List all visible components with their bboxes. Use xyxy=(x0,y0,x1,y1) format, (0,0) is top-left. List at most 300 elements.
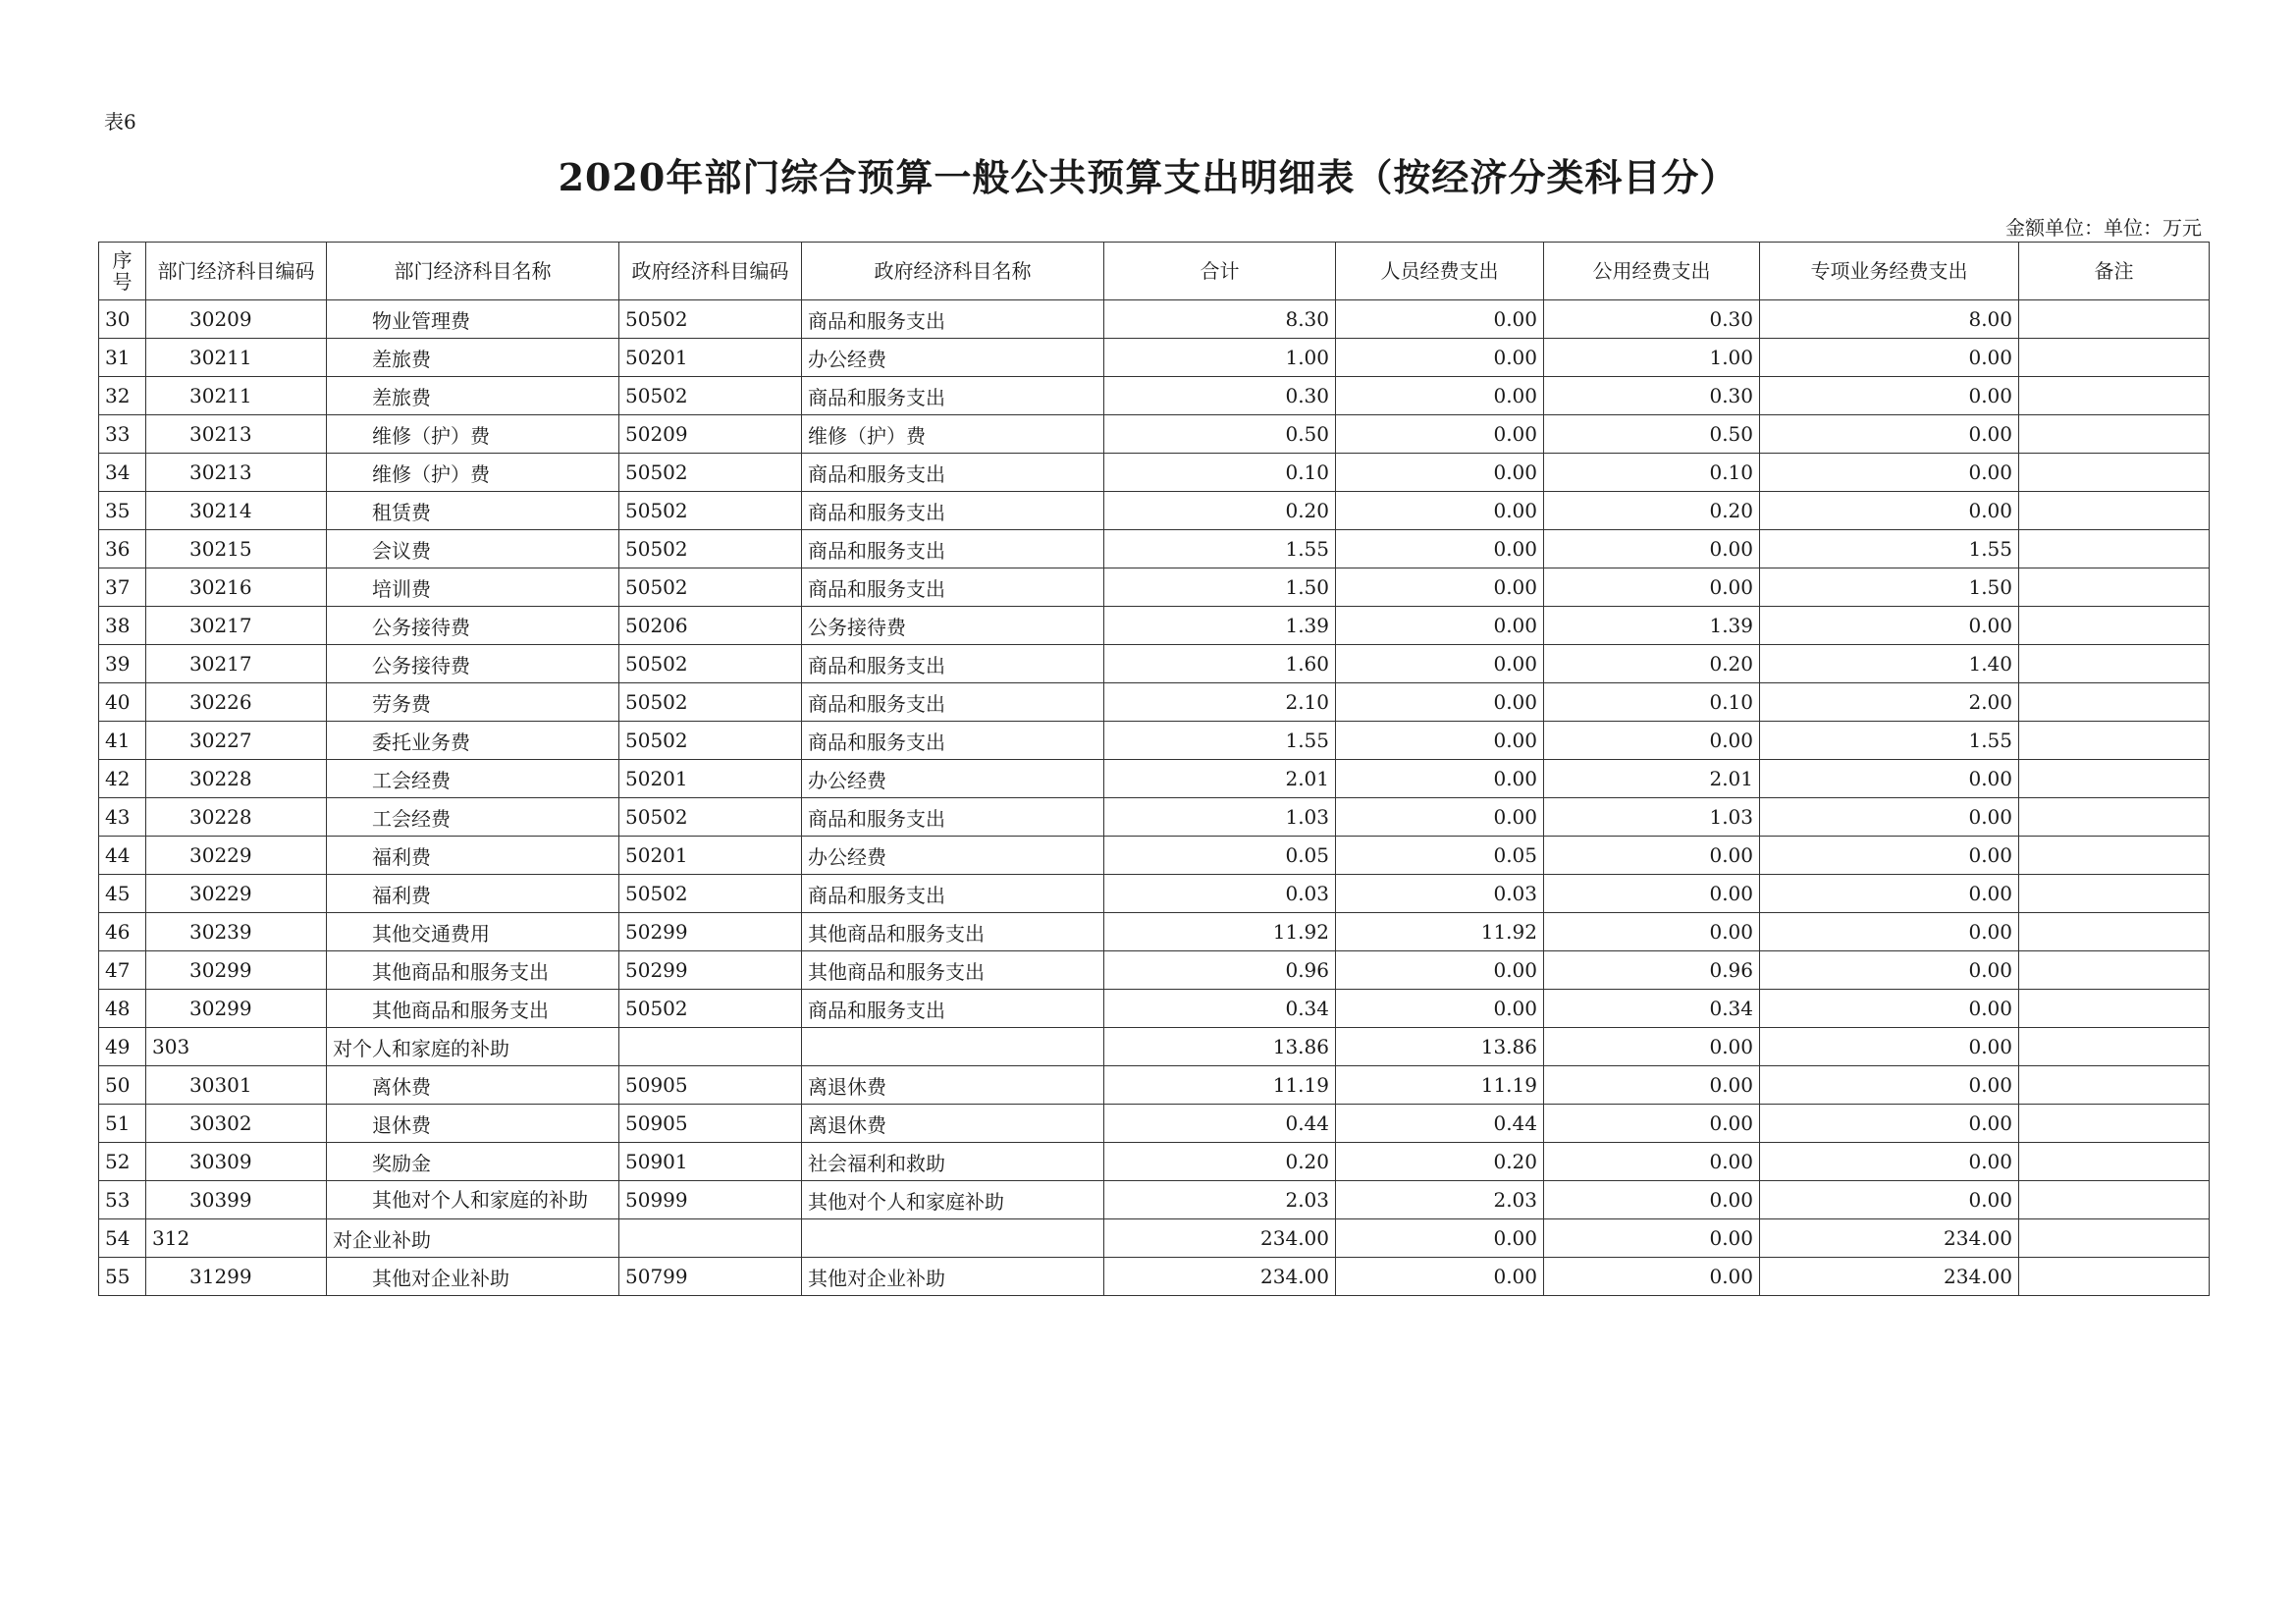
dept-name-cell: 物业管理费 xyxy=(327,300,619,339)
dept-code-cell: 30215 xyxy=(146,530,327,568)
special-amount-cell: 0.00 xyxy=(1760,798,2019,837)
note-cell xyxy=(2019,951,2210,990)
table-row xyxy=(99,415,2210,454)
table-row xyxy=(99,683,2210,722)
personnel-amount-cell: 0.00 xyxy=(1336,760,1544,798)
gov-code-cell xyxy=(619,1028,802,1066)
gov-code-cell: 50502 xyxy=(619,683,802,722)
note-cell xyxy=(2019,377,2210,415)
dept-name-cell: 对个人和家庭的补助 xyxy=(327,1028,619,1066)
row-index-cell: 55 xyxy=(99,1258,146,1296)
col-header-special: 专项业务经费支出 xyxy=(1760,243,2019,300)
gov-name-cell: 公务接待费 xyxy=(802,607,1104,645)
special-amount-cell: 0.00 xyxy=(1760,1181,2019,1219)
dept-code-cell: 312 xyxy=(146,1219,327,1258)
gov-code-cell: 50502 xyxy=(619,300,802,339)
gov-name-cell: 商品和服务支出 xyxy=(802,530,1104,568)
gov-name-cell: 商品和服务支出 xyxy=(802,568,1104,607)
gov-code-cell: 50502 xyxy=(619,377,802,415)
table-row xyxy=(99,951,2210,990)
special-amount-cell: 0.00 xyxy=(1760,415,2019,454)
special-amount-cell: 0.00 xyxy=(1760,913,2019,951)
personnel-amount-cell: 0.05 xyxy=(1336,837,1544,875)
dept-code-cell: 303 xyxy=(146,1028,327,1066)
note-cell xyxy=(2019,339,2210,377)
dept-code-cell: 30213 xyxy=(146,415,327,454)
gov-code-cell: 50799 xyxy=(619,1258,802,1296)
personnel-amount-cell: 0.00 xyxy=(1336,645,1544,683)
total-amount-cell: 1.55 xyxy=(1104,530,1336,568)
col-header-gov-code: 政府经济科目编码 xyxy=(619,243,802,300)
personnel-amount-cell: 0.00 xyxy=(1336,1258,1544,1296)
public-amount-cell: 0.20 xyxy=(1544,645,1760,683)
table-row xyxy=(99,1028,2210,1066)
page-title: 2020年部门综合预算一般公共预算支出明细表（按经济分类科目分） xyxy=(558,155,1738,199)
row-index-cell: 50 xyxy=(99,1066,146,1105)
dept-name-cell: 工会经费 xyxy=(327,798,619,837)
public-amount-cell: 2.01 xyxy=(1544,760,1760,798)
personnel-amount-cell: 0.00 xyxy=(1336,607,1544,645)
note-cell xyxy=(2019,1028,2210,1066)
table-row xyxy=(99,913,2210,951)
table-row xyxy=(99,1143,2210,1181)
gov-code-cell: 50209 xyxy=(619,415,802,454)
total-amount-cell: 1.03 xyxy=(1104,798,1336,837)
gov-name-cell: 商品和服务支出 xyxy=(802,454,1104,492)
dept-code-cell: 30211 xyxy=(146,339,327,377)
total-amount-cell: 11.92 xyxy=(1104,913,1336,951)
dept-name-cell: 维修（护）费 xyxy=(327,415,619,454)
note-cell xyxy=(2019,1105,2210,1143)
special-amount-cell: 0.00 xyxy=(1760,837,2019,875)
gov-name-cell: 办公经费 xyxy=(802,760,1104,798)
total-amount-cell: 2.03 xyxy=(1104,1181,1336,1219)
public-amount-cell: 0.00 xyxy=(1544,1258,1760,1296)
personnel-amount-cell: 0.00 xyxy=(1336,339,1544,377)
dept-code-cell: 30399 xyxy=(146,1181,327,1219)
dept-code-cell: 30227 xyxy=(146,722,327,760)
table-row xyxy=(99,377,2210,415)
row-index-cell: 34 xyxy=(99,454,146,492)
dept-name-cell: 离休费 xyxy=(327,1066,619,1105)
gov-code-cell: 50206 xyxy=(619,607,802,645)
personnel-amount-cell: 11.19 xyxy=(1336,1066,1544,1105)
gov-name-cell xyxy=(802,1219,1104,1258)
special-amount-cell: 1.50 xyxy=(1760,568,2019,607)
col-header-dept-name: 部门经济科目名称 xyxy=(327,243,619,300)
gov-code-cell: 50502 xyxy=(619,875,802,913)
total-amount-cell: 13.86 xyxy=(1104,1028,1336,1066)
dept-code-cell: 30299 xyxy=(146,951,327,990)
public-amount-cell: 1.39 xyxy=(1544,607,1760,645)
dept-name-cell: 对企业补助 xyxy=(327,1219,619,1258)
gov-code-cell xyxy=(619,1219,802,1258)
dept-name-cell: 租赁费 xyxy=(327,492,619,530)
public-amount-cell: 0.20 xyxy=(1544,492,1760,530)
personnel-amount-cell: 0.00 xyxy=(1336,415,1544,454)
total-amount-cell: 2.10 xyxy=(1104,683,1336,722)
note-cell xyxy=(2019,1219,2210,1258)
special-amount-cell: 1.40 xyxy=(1760,645,2019,683)
dept-code-cell: 31299 xyxy=(146,1258,327,1296)
note-cell xyxy=(2019,875,2210,913)
row-index-cell: 37 xyxy=(99,568,146,607)
gov-code-cell: 50502 xyxy=(619,530,802,568)
col-header-dept-code: 部门经济科目编码 xyxy=(146,243,327,300)
dept-name-cell: 其他商品和服务支出 xyxy=(327,951,619,990)
table-row xyxy=(99,1105,2210,1143)
personnel-amount-cell: 0.20 xyxy=(1336,1143,1544,1181)
gov-name-cell: 办公经费 xyxy=(802,339,1104,377)
special-amount-cell: 0.00 xyxy=(1760,951,2019,990)
total-amount-cell: 234.00 xyxy=(1104,1219,1336,1258)
public-amount-cell: 0.00 xyxy=(1544,875,1760,913)
total-amount-cell: 0.05 xyxy=(1104,837,1336,875)
row-index-cell: 47 xyxy=(99,951,146,990)
special-amount-cell: 2.00 xyxy=(1760,683,2019,722)
note-cell xyxy=(2019,530,2210,568)
gov-code-cell: 50502 xyxy=(619,990,802,1028)
public-amount-cell: 0.00 xyxy=(1544,1219,1760,1258)
note-cell xyxy=(2019,722,2210,760)
table-row xyxy=(99,454,2210,492)
dept-name-cell: 公务接待费 xyxy=(327,607,619,645)
dept-code-cell: 30228 xyxy=(146,760,327,798)
dept-name-cell: 福利费 xyxy=(327,875,619,913)
gov-name-cell: 商品和服务支出 xyxy=(802,875,1104,913)
note-cell xyxy=(2019,1143,2210,1181)
gov-name-cell: 商品和服务支出 xyxy=(802,990,1104,1028)
table-row xyxy=(99,339,2210,377)
col-header-total: 合计 xyxy=(1104,243,1336,300)
dept-name-cell: 公务接待费 xyxy=(327,645,619,683)
total-amount-cell: 0.20 xyxy=(1104,1143,1336,1181)
gov-code-cell: 50299 xyxy=(619,951,802,990)
personnel-amount-cell: 0.00 xyxy=(1336,1219,1544,1258)
dept-name-cell: 委托业务费 xyxy=(327,722,619,760)
special-amount-cell: 0.00 xyxy=(1760,377,2019,415)
personnel-amount-cell: 0.00 xyxy=(1336,454,1544,492)
dept-code-cell: 30211 xyxy=(146,377,327,415)
special-amount-cell: 0.00 xyxy=(1760,1105,2019,1143)
gov-name-cell: 其他对个人和家庭补助 xyxy=(802,1181,1104,1219)
gov-code-cell: 50905 xyxy=(619,1105,802,1143)
gov-code-cell: 50502 xyxy=(619,492,802,530)
dept-code-cell: 30229 xyxy=(146,875,327,913)
total-amount-cell: 1.00 xyxy=(1104,339,1336,377)
row-index-cell: 51 xyxy=(99,1105,146,1143)
special-amount-cell: 0.00 xyxy=(1760,607,2019,645)
gov-name-cell: 其他商品和服务支出 xyxy=(802,951,1104,990)
dept-name-cell: 其他对企业补助 xyxy=(327,1258,619,1296)
gov-code-cell: 50502 xyxy=(619,568,802,607)
col-header-note: 备注 xyxy=(2019,243,2210,300)
expenditure-table xyxy=(98,242,2210,1296)
personnel-amount-cell: 0.00 xyxy=(1336,683,1544,722)
dept-name-cell: 退休费 xyxy=(327,1105,619,1143)
note-cell xyxy=(2019,645,2210,683)
personnel-amount-cell: 0.00 xyxy=(1336,377,1544,415)
special-amount-cell: 0.00 xyxy=(1760,1143,2019,1181)
personnel-amount-cell: 2.03 xyxy=(1336,1181,1544,1219)
total-amount-cell: 8.30 xyxy=(1104,300,1336,339)
gov-code-cell: 50502 xyxy=(619,798,802,837)
gov-name-cell: 商品和服务支出 xyxy=(802,377,1104,415)
note-cell xyxy=(2019,990,2210,1028)
special-amount-cell: 234.00 xyxy=(1760,1219,2019,1258)
note-cell xyxy=(2019,913,2210,951)
gov-name-cell: 社会福利和救助 xyxy=(802,1143,1104,1181)
public-amount-cell: 0.10 xyxy=(1544,683,1760,722)
gov-code-cell: 50201 xyxy=(619,760,802,798)
personnel-amount-cell: 0.03 xyxy=(1336,875,1544,913)
gov-code-cell: 50999 xyxy=(619,1181,802,1219)
gov-name-cell: 离退休费 xyxy=(802,1066,1104,1105)
total-amount-cell: 0.34 xyxy=(1104,990,1336,1028)
gov-name-cell: 维修（护）费 xyxy=(802,415,1104,454)
personnel-amount-cell: 11.92 xyxy=(1336,913,1544,951)
row-index-cell: 54 xyxy=(99,1219,146,1258)
row-index-cell: 41 xyxy=(99,722,146,760)
table-row xyxy=(99,1181,2210,1219)
col-header-personnel: 人员经费支出 xyxy=(1336,243,1544,300)
total-amount-cell: 0.50 xyxy=(1104,415,1336,454)
row-index-cell: 52 xyxy=(99,1143,146,1181)
dept-name-cell: 会议费 xyxy=(327,530,619,568)
row-index-cell: 36 xyxy=(99,530,146,568)
special-amount-cell: 0.00 xyxy=(1760,1066,2019,1105)
dept-name-cell: 其他交通费用 xyxy=(327,913,619,951)
gov-code-cell: 50502 xyxy=(619,454,802,492)
total-amount-cell: 1.39 xyxy=(1104,607,1336,645)
row-index-cell: 31 xyxy=(99,339,146,377)
total-amount-cell: 1.60 xyxy=(1104,645,1336,683)
total-amount-cell: 0.03 xyxy=(1104,875,1336,913)
dept-name-cell: 工会经费 xyxy=(327,760,619,798)
personnel-amount-cell: 0.00 xyxy=(1336,530,1544,568)
gov-name-cell: 离退休费 xyxy=(802,1105,1104,1143)
dept-code-cell: 30213 xyxy=(146,454,327,492)
table-row xyxy=(99,760,2210,798)
special-amount-cell: 0.00 xyxy=(1760,875,2019,913)
note-cell xyxy=(2019,837,2210,875)
gov-name-cell xyxy=(802,1028,1104,1066)
special-amount-cell: 1.55 xyxy=(1760,722,2019,760)
special-amount-cell: 8.00 xyxy=(1760,300,2019,339)
gov-code-cell: 50299 xyxy=(619,913,802,951)
dept-name-cell: 劳务费 xyxy=(327,683,619,722)
public-amount-cell: 0.30 xyxy=(1544,300,1760,339)
amount-unit: 金额单位：单位：万元 xyxy=(2005,216,2202,240)
dept-code-cell: 30239 xyxy=(146,913,327,951)
gov-name-cell: 商品和服务支出 xyxy=(802,300,1104,339)
special-amount-cell: 0.00 xyxy=(1760,339,2019,377)
special-amount-cell: 0.00 xyxy=(1760,492,2019,530)
gov-code-cell: 50901 xyxy=(619,1143,802,1181)
table-row xyxy=(99,300,2210,339)
public-amount-cell: 0.00 xyxy=(1544,837,1760,875)
public-amount-cell: 0.00 xyxy=(1544,1105,1760,1143)
gov-name-cell: 其他商品和服务支出 xyxy=(802,913,1104,951)
special-amount-cell: 0.00 xyxy=(1760,990,2019,1028)
total-amount-cell: 0.96 xyxy=(1104,951,1336,990)
total-amount-cell: 1.50 xyxy=(1104,568,1336,607)
table-row xyxy=(99,492,2210,530)
table-row xyxy=(99,1258,2210,1296)
col-header-gov-name: 政府经济科目名称 xyxy=(802,243,1104,300)
total-amount-cell: 0.10 xyxy=(1104,454,1336,492)
table-row xyxy=(99,1219,2210,1258)
personnel-amount-cell: 0.44 xyxy=(1336,1105,1544,1143)
total-amount-cell: 2.01 xyxy=(1104,760,1336,798)
note-cell xyxy=(2019,300,2210,339)
dept-name-cell: 其他商品和服务支出 xyxy=(327,990,619,1028)
gov-code-cell: 50502 xyxy=(619,722,802,760)
table-row xyxy=(99,568,2210,607)
gov-code-cell: 50905 xyxy=(619,1066,802,1105)
total-amount-cell: 234.00 xyxy=(1104,1258,1336,1296)
dept-code-cell: 30214 xyxy=(146,492,327,530)
row-index-cell: 49 xyxy=(99,1028,146,1066)
public-amount-cell: 1.03 xyxy=(1544,798,1760,837)
table-row xyxy=(99,990,2210,1028)
note-cell xyxy=(2019,492,2210,530)
gov-name-cell: 其他对企业补助 xyxy=(802,1258,1104,1296)
public-amount-cell: 0.00 xyxy=(1544,1181,1760,1219)
total-amount-cell: 0.44 xyxy=(1104,1105,1336,1143)
note-cell xyxy=(2019,1258,2210,1296)
special-amount-cell: 0.00 xyxy=(1760,760,2019,798)
personnel-amount-cell: 0.00 xyxy=(1336,951,1544,990)
dept-name-cell: 其他对个人和家庭的补助 xyxy=(327,1181,619,1219)
table-row xyxy=(99,722,2210,760)
dept-code-cell: 30228 xyxy=(146,798,327,837)
personnel-amount-cell: 0.00 xyxy=(1336,492,1544,530)
row-index-cell: 43 xyxy=(99,798,146,837)
gov-name-cell: 商品和服务支出 xyxy=(802,722,1104,760)
personnel-amount-cell: 13.86 xyxy=(1336,1028,1544,1066)
note-cell xyxy=(2019,1181,2210,1219)
public-amount-cell: 0.00 xyxy=(1544,722,1760,760)
note-cell xyxy=(2019,1066,2210,1105)
col-header-index: 序号 xyxy=(99,243,146,300)
public-amount-cell: 0.00 xyxy=(1544,1143,1760,1181)
dept-name-cell: 奖励金 xyxy=(327,1143,619,1181)
dept-code-cell: 30299 xyxy=(146,990,327,1028)
gov-code-cell: 50201 xyxy=(619,837,802,875)
dept-code-cell: 30217 xyxy=(146,607,327,645)
special-amount-cell: 0.00 xyxy=(1760,454,2019,492)
dept-code-cell: 30209 xyxy=(146,300,327,339)
public-amount-cell: 0.34 xyxy=(1544,990,1760,1028)
table-row xyxy=(99,530,2210,568)
dept-name-cell: 福利费 xyxy=(327,837,619,875)
public-amount-cell: 0.96 xyxy=(1544,951,1760,990)
public-amount-cell: 0.00 xyxy=(1544,1028,1760,1066)
note-cell xyxy=(2019,568,2210,607)
dept-name-cell: 差旅费 xyxy=(327,377,619,415)
note-cell xyxy=(2019,760,2210,798)
public-amount-cell: 1.00 xyxy=(1544,339,1760,377)
special-amount-cell: 1.55 xyxy=(1760,530,2019,568)
table-row xyxy=(99,798,2210,837)
gov-name-cell: 办公经费 xyxy=(802,837,1104,875)
special-amount-cell: 0.00 xyxy=(1760,1028,2019,1066)
table-header-row xyxy=(99,243,2210,300)
note-cell xyxy=(2019,683,2210,722)
row-index-cell: 53 xyxy=(99,1181,146,1219)
row-index-cell: 30 xyxy=(99,300,146,339)
gov-name-cell: 商品和服务支出 xyxy=(802,798,1104,837)
total-amount-cell: 0.20 xyxy=(1104,492,1336,530)
row-index-cell: 32 xyxy=(99,377,146,415)
dept-code-cell: 30301 xyxy=(146,1066,327,1105)
row-index-cell: 44 xyxy=(99,837,146,875)
public-amount-cell: 0.00 xyxy=(1544,568,1760,607)
personnel-amount-cell: 0.00 xyxy=(1336,568,1544,607)
dept-name-cell: 培训费 xyxy=(327,568,619,607)
total-amount-cell: 0.30 xyxy=(1104,377,1336,415)
gov-name-cell: 商品和服务支出 xyxy=(802,683,1104,722)
gov-name-cell: 商品和服务支出 xyxy=(802,492,1104,530)
table-row xyxy=(99,837,2210,875)
gov-code-cell: 50502 xyxy=(619,645,802,683)
special-amount-cell: 234.00 xyxy=(1760,1258,2019,1296)
note-cell xyxy=(2019,607,2210,645)
row-index-cell: 42 xyxy=(99,760,146,798)
table-label: 表6 xyxy=(104,110,136,134)
gov-code-cell: 50201 xyxy=(619,339,802,377)
col-header-public: 公用经费支出 xyxy=(1544,243,1760,300)
dept-code-cell: 30302 xyxy=(146,1105,327,1143)
table-row xyxy=(99,645,2210,683)
note-cell xyxy=(2019,415,2210,454)
row-index-cell: 39 xyxy=(99,645,146,683)
dept-code-cell: 30226 xyxy=(146,683,327,722)
row-index-cell: 33 xyxy=(99,415,146,454)
public-amount-cell: 0.10 xyxy=(1544,454,1760,492)
dept-code-cell: 30229 xyxy=(146,837,327,875)
row-index-cell: 38 xyxy=(99,607,146,645)
total-amount-cell: 1.55 xyxy=(1104,722,1336,760)
row-index-cell: 46 xyxy=(99,913,146,951)
personnel-amount-cell: 0.00 xyxy=(1336,990,1544,1028)
dept-name-cell: 维修（护）费 xyxy=(327,454,619,492)
row-index-cell: 45 xyxy=(99,875,146,913)
personnel-amount-cell: 0.00 xyxy=(1336,798,1544,837)
note-cell xyxy=(2019,798,2210,837)
dept-name-cell: 差旅费 xyxy=(327,339,619,377)
table-row xyxy=(99,607,2210,645)
row-index-cell: 48 xyxy=(99,990,146,1028)
gov-name-cell: 商品和服务支出 xyxy=(802,645,1104,683)
personnel-amount-cell: 0.00 xyxy=(1336,722,1544,760)
dept-code-cell: 30217 xyxy=(146,645,327,683)
public-amount-cell: 0.00 xyxy=(1544,530,1760,568)
public-amount-cell: 0.00 xyxy=(1544,1066,1760,1105)
public-amount-cell: 0.30 xyxy=(1544,377,1760,415)
table-row xyxy=(99,875,2210,913)
dept-code-cell: 30309 xyxy=(146,1143,327,1181)
dept-code-cell: 30216 xyxy=(146,568,327,607)
total-amount-cell: 11.19 xyxy=(1104,1066,1336,1105)
note-cell xyxy=(2019,454,2210,492)
table-row xyxy=(99,1066,2210,1105)
public-amount-cell: 0.50 xyxy=(1544,415,1760,454)
public-amount-cell: 0.00 xyxy=(1544,913,1760,951)
personnel-amount-cell: 0.00 xyxy=(1336,300,1544,339)
row-index-cell: 35 xyxy=(99,492,146,530)
